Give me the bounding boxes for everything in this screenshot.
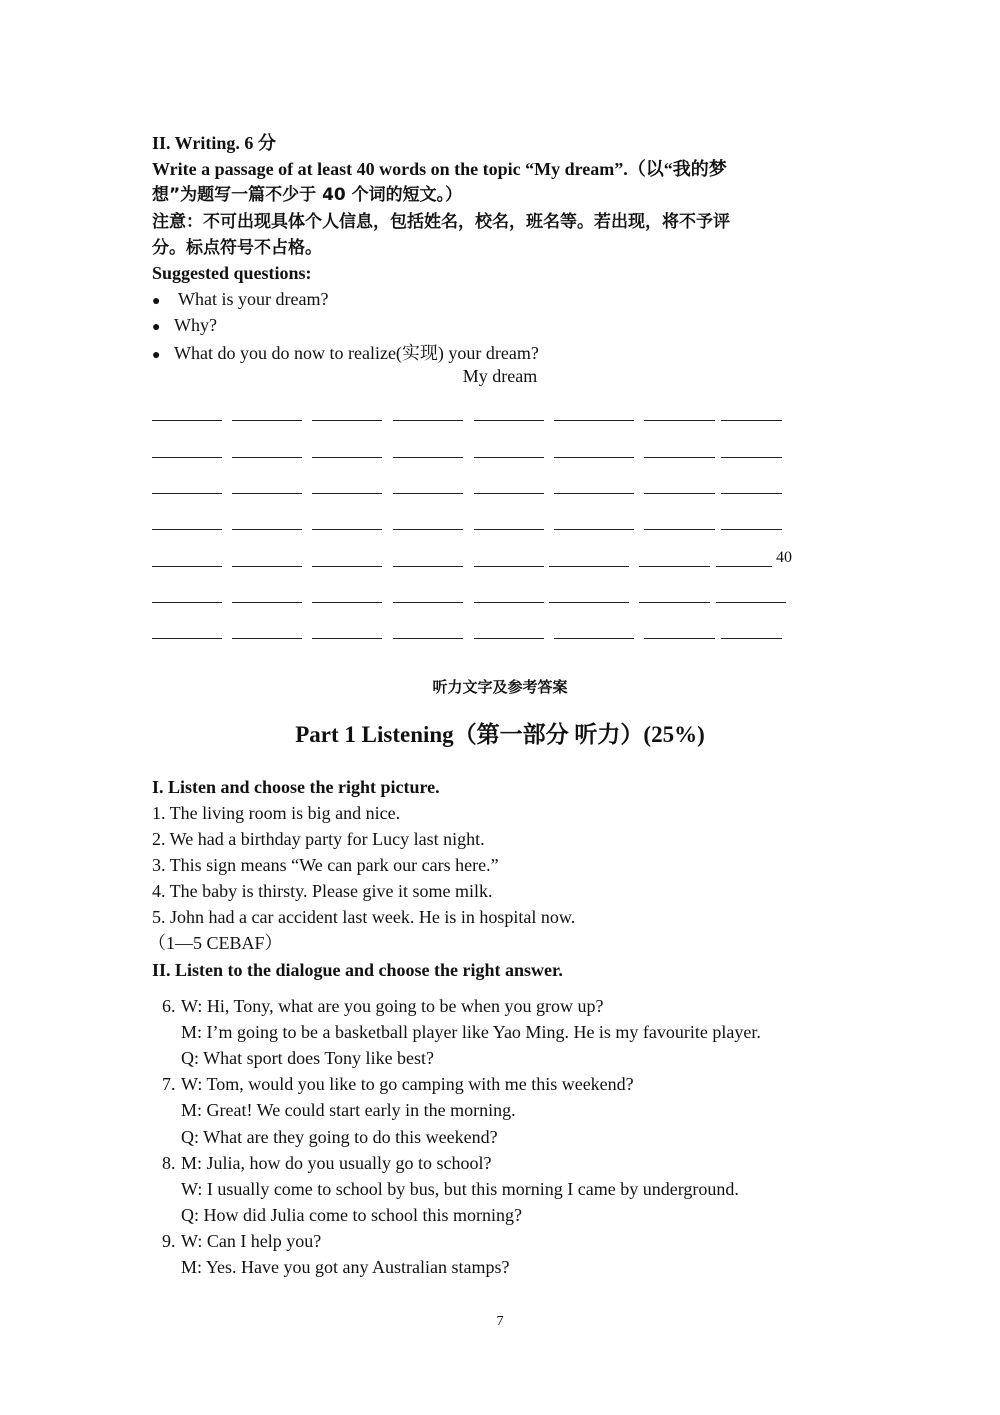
blank-segment (312, 493, 382, 495)
blank-segment (554, 493, 634, 495)
blank-segment (721, 457, 782, 459)
blank-segment (232, 566, 302, 568)
blank-segment (152, 566, 222, 568)
suggested-questions-label: Suggested questions: (152, 263, 312, 283)
dialogue-number: 8. (162, 1153, 176, 1173)
writing-instruction-line1: Write a passage of at least 40 words on the topic “My dream”.（以“我的梦 (152, 159, 727, 179)
blank-segment (312, 420, 382, 422)
blank-segment (232, 457, 302, 459)
page-number: 7 (496, 1314, 504, 1329)
blank-segment (474, 493, 544, 495)
blank-segment (644, 420, 715, 422)
dialogue-line: M: Julia, how do you usually go to school? (181, 1153, 492, 1173)
dialogue-line: Q: How did Julia come to school this morning? (181, 1205, 522, 1225)
blank-segment (232, 493, 302, 495)
dialogue-line: Q: What are they going to do this weekend? (181, 1127, 498, 1147)
blank-segment (474, 420, 544, 422)
dialogue-line: Q: What sport does Tony like best? (181, 1048, 435, 1068)
dialogue-line: W: I usually come to school by bus, but this morning I came by underground. (181, 1179, 739, 1199)
blank-segment (393, 420, 463, 422)
blank-segment (312, 529, 382, 531)
list-item: 2. We had a birthday party for Lucy last night. (152, 829, 485, 849)
writing-line (152, 566, 792, 568)
blank-segment (152, 493, 222, 495)
blank-segment (152, 638, 222, 640)
dialogue-number: 7. (162, 1074, 176, 1094)
blank-segment (152, 420, 222, 422)
question-item (152, 342, 539, 367)
blank-segment (393, 529, 463, 531)
blank-segment (644, 457, 715, 459)
blank-segment (474, 457, 544, 459)
blank-segment (393, 493, 463, 495)
blank-segment (639, 602, 710, 604)
dialogue-line: W: Hi, Tony, what are you going to be when you grow up? (181, 996, 604, 1016)
blank-segment (554, 457, 634, 459)
blank-segment (474, 566, 544, 568)
answer-key: （1—5 CEBAF） (148, 933, 283, 953)
writing-line (152, 602, 792, 604)
blank-segment (554, 529, 634, 531)
blank-segment (721, 638, 782, 640)
writing-line (152, 457, 792, 459)
blank-segment (312, 566, 382, 568)
essay-title: My dream (462, 366, 538, 386)
blank-segment (721, 420, 782, 422)
section2-heading: II. Listen to the dialogue and choose the right answer. (152, 960, 563, 980)
blank-segment (232, 529, 302, 531)
blank-segment (152, 602, 222, 604)
blank-segment (721, 529, 782, 531)
blank-segment (549, 566, 629, 568)
blank-segment (474, 602, 544, 604)
blank-segment (312, 457, 382, 459)
blank-segment (232, 420, 302, 422)
blank-segment (644, 493, 715, 495)
blank-segment (474, 638, 544, 640)
blank-segment (152, 457, 222, 459)
blank-segment (716, 602, 786, 604)
blank-segment (393, 566, 463, 568)
word-count-marker: 40 (776, 549, 792, 566)
dialogue-number: 6. (162, 996, 176, 1016)
blank-segment (232, 602, 302, 604)
writing-line (152, 493, 792, 495)
blank-segment (474, 529, 544, 531)
blank-segment (554, 420, 634, 422)
section1-heading: I. Listen and choose the right picture. (152, 777, 440, 797)
dialogue-line: M: Yes. Have you got any Australian stamps? (181, 1257, 510, 1277)
bullet-icon: ● (152, 320, 161, 335)
question-item (152, 314, 217, 339)
writing-note-line1: 注意：不可出现具体个人信息，包括姓名，校名，班名等。若出现，将不予评 (152, 212, 730, 232)
part-title: Part 1 Listening（第一部分 听力）(25%) (295, 722, 705, 747)
blank-segment (644, 638, 715, 640)
blank-segment (312, 602, 382, 604)
writing-line (152, 420, 792, 422)
question-item (152, 288, 328, 313)
writing-note-line2: 分。标点符号不占格。 (152, 238, 322, 258)
dialogue-number: 9. (162, 1231, 176, 1251)
blank-segment (232, 638, 302, 640)
question-text: What is your dream? (178, 289, 329, 309)
dialogue-line: M: Great! We could start early in the morning. (181, 1100, 516, 1120)
blank-segment (716, 566, 772, 568)
question-text: Why? (174, 315, 217, 335)
list-item: 1. The living room is big and nice. (152, 803, 401, 823)
list-item: 4. The baby is thirsty. Please give it some milk. (152, 881, 493, 901)
blank-segment (554, 638, 634, 640)
blank-segment (639, 566, 710, 568)
answers-heading: 听力文字及参考答案 (432, 678, 568, 696)
blank-segment (393, 457, 463, 459)
list-item: 5. John had a car accident last week. He is in hospital now. (152, 907, 576, 927)
writing-line (152, 529, 792, 531)
blank-segment (152, 529, 222, 531)
blank-segment (393, 602, 463, 604)
writing-instruction-line2: 想”为题写一篇不少于 40 个词的短文。） (152, 185, 463, 205)
dialogue-line: W: Can I help you? (181, 1231, 322, 1251)
dialogue-line: W: Tom, would you like to go camping with me this weekend? (181, 1074, 634, 1094)
dialogue-line: M: I’m going to be a basketball player like Yao Ming. He is my favourite player. (181, 1022, 761, 1042)
blank-segment (312, 638, 382, 640)
blank-segment (644, 529, 715, 531)
question-text: What do you do now to realize(实现) your dream? (174, 343, 539, 363)
writing-heading: II. Writing. 6 分 (152, 133, 276, 153)
writing-line (152, 638, 792, 640)
bullet-icon: ● (152, 348, 161, 363)
bullet-icon: ● (152, 294, 161, 309)
list-item: 3. This sign means “We can park our cars here.” (152, 855, 499, 875)
blank-segment (393, 638, 463, 640)
blank-segment (549, 602, 629, 604)
blank-segment (721, 493, 782, 495)
